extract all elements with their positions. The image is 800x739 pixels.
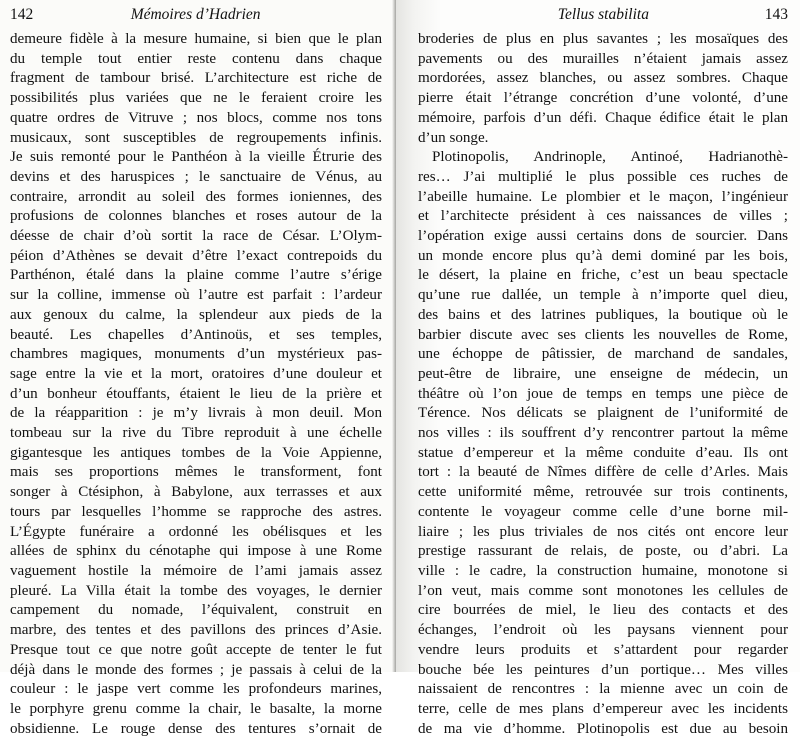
text-line: ville : le cadre, la construction humaine, monotone si <box>418 562 788 579</box>
text-line: statue d’empereur et la même conduite d’eau. Ils ont <box>418 444 788 461</box>
text-line: musicaux, sont susceptibles de regroupements infinis. <box>10 129 382 146</box>
text-line: d’un songe. <box>418 129 489 146</box>
text-line: l’opération exige aussi certains dons de sourcier. Dans <box>418 228 788 245</box>
text-line: sage entre la vie et la mort, oratoires d’une douleur et <box>10 365 382 382</box>
text-line: Presque tout ce que notre goût accepte de tenter le fut <box>10 641 382 658</box>
text-line: peut-être de libraire, une enseigne de médecin, un <box>418 365 788 382</box>
page-number: 142 <box>10 6 34 23</box>
text-line: l’abeille humaine. Le plombier et le maçon, l’ingénieur <box>418 188 788 205</box>
text-line: tours par lesquelles l’homme se rapproche des astres. <box>10 503 382 520</box>
text-line: allées de sphinx du cénotaphe qui impose à une Rome <box>10 543 382 560</box>
running-title: Tellus stabilita <box>557 6 649 23</box>
text-line: contente le voyageur comme celle d’une borne mil- <box>418 503 788 520</box>
text-line: campement du nomade, l’équivalent, construit en <box>10 602 382 619</box>
text-line: un monde encore plus qu’à demi dominé par les bois, <box>418 247 788 264</box>
text-line: vendre leurs produits et s’attardent pour regarder <box>418 641 788 658</box>
text-line: de la réapparition : je m’y livrais à mon deuil. Mon <box>10 405 382 422</box>
text-line: devins et des haruspices ; le sanctuaire de Vénus, au <box>10 168 382 185</box>
text-line: aux genoux du calme, la splendeur aux pieds de la <box>10 306 382 323</box>
text-line: mordorées, assez blanches, ou assez sombres. Chaque <box>418 70 788 87</box>
text-line: prestige rassurant de relais, de poste, ou d’abri. La <box>418 543 788 560</box>
text-line: quatre ordres de Vitruve ; nos blocs, comme nos tons <box>10 109 382 126</box>
right-page-body <box>418 30 788 739</box>
text-line: barbier discute avec ses clients les nouvelles de Rome, <box>418 326 788 343</box>
page-number: 143 <box>764 6 788 23</box>
text-line: une échoppe de pâtissier, de marchand de sandales, <box>418 346 788 363</box>
text-line: possibilités plus variées que ne le feraient croire les <box>10 90 382 107</box>
text-line: péion d’Athènes se devait d’être l’exact contrepoids du <box>10 247 382 264</box>
text-line: tombeau sur la rive du Tibre reproduit à une échelle <box>10 425 382 442</box>
left-page-header <box>10 6 382 26</box>
text-line: vaguement hostile la mémoire de l’ami jamais assez <box>10 562 382 579</box>
text-line: chambres magiques, monuments d’un mystérieux pas- <box>10 346 382 363</box>
text-line: de ma vie d’homme. Plotinopolis est due au besoin <box>418 720 788 737</box>
text-line: déjà dans le monde des formes ; je passais à celui de la <box>10 661 382 678</box>
text-line: marbre, des tentes et des pavillons des princes d’Asie. <box>10 622 382 639</box>
left-page <box>0 0 396 737</box>
text-line: Plotinopolis, Andrinople, Antinoé, Hadrianothè- <box>432 149 788 166</box>
text-line: L’Égypte funéraire a ordonné les obélisques et les <box>10 523 382 540</box>
right-page <box>396 0 800 737</box>
text-line: sur la colline, immense où l’autre est parfait : l’ardeur <box>10 287 382 304</box>
text-line: mémoire, parfois d’un défi. Chaque édifice était le plan <box>418 109 788 126</box>
text-line: pleuré. La Villa était la tombe des voyages, le dernier <box>10 582 382 599</box>
text-line: le désert, la plaine en friche, c’est un beau spectacle <box>418 267 788 284</box>
text-line: échanges, l’endroit où les paysans viennent pour <box>418 622 788 639</box>
text-line: l’on veut, mais comme sont monotones les cellules de <box>418 582 788 599</box>
text-line: couleur : le jaspe vert comme les profondeurs marines, <box>10 681 382 698</box>
text-line: et l’architecte président à ces naissances de villes ; <box>418 208 788 225</box>
text-line: contraire, arrondit au soleil des formes ioniennes, des <box>10 188 382 205</box>
text-line: pierre était l’étrange concrétion d’une volonté, d’une <box>418 90 788 107</box>
text-line: res… J’ai multiplié le plus possible ces ruches de <box>418 168 788 185</box>
text-line: profusions de colonnes blanches et roses autour de la <box>10 208 382 225</box>
text-line: Parthénon, étalé dans la plaine comme l’autre s’érige <box>10 267 382 284</box>
text-line: cette uniformité même, retrouvée sur trois continents, <box>418 484 788 501</box>
text-line: bouche bée les peintures d’un portique… Mes villes <box>418 661 788 678</box>
text-line: liaire ; les plus triviales de nos cités ont encore leur <box>418 523 788 540</box>
text-line: obsidienne. Le rouge dense des tentures s’ornait de <box>10 720 382 737</box>
text-line: demeure fidèle à la mesure humaine, si bien que le plan <box>10 31 382 47</box>
text-line: d’un bonheur étouffants, étaient le lieu de la prière et <box>10 385 382 402</box>
text-line: théâtre où l’on joue de temps en temps une pièce de <box>418 385 788 402</box>
text-line: songer à Ctésiphon, à Babylone, aux terrasses et aux <box>10 484 382 501</box>
text-line: des bains et des latrines publiques, la boutique où le <box>418 306 788 323</box>
text-line: gigantesque les antiques tombes de la Voie Appienne, <box>10 444 382 461</box>
text-line: terre, celle de mes plans d’empereur avec les incidents <box>418 700 788 717</box>
text-line: qu’une rue dallée, un temple à n’importe quel dieu, <box>418 287 788 304</box>
text-line: le porphyre grenu comme la chair, le basalte, la morne <box>10 700 382 717</box>
text-line: déesse de chair d’où sortit la race de César. L’Olym- <box>10 228 382 245</box>
text-line: nos villes : ils souffrent d’y rencontrer partout la même <box>418 425 788 442</box>
text-line: Térence. Nos délicats se plaignent de l’uniformité de <box>418 405 788 422</box>
right-page-header <box>418 6 788 26</box>
text-line: cire bourrées de miel, le lieu des contacts et des <box>418 602 788 619</box>
text-line: broderies de plus en plus savantes ; les mosaïques des <box>418 31 788 47</box>
left-page-body <box>10 30 382 739</box>
text-line: Je suis remonté pour le Panthéon à la vieille Étrurie des <box>10 149 382 166</box>
text-line: mais ses proportions mêmes le transforment, font <box>10 464 382 481</box>
text-line: naissaient de rencontres : la mienne avec un coin de <box>418 681 788 698</box>
text-line: beauté. Les chapelles d’Antinoüs, et ses temples, <box>10 326 382 343</box>
text-line: fragment de tambour brisé. L’architecture est riche de <box>10 70 382 87</box>
text-line: pavements ou des murailles n’étaient jamais assez <box>418 50 788 67</box>
text-line: du temple tout entier reste contenu dans chaque <box>10 50 382 67</box>
running-title: Mémoires d’Hadrien <box>130 6 261 23</box>
text-line: tort : la beauté de Nîmes diffère de celle d’Arles. Mais <box>418 464 788 481</box>
